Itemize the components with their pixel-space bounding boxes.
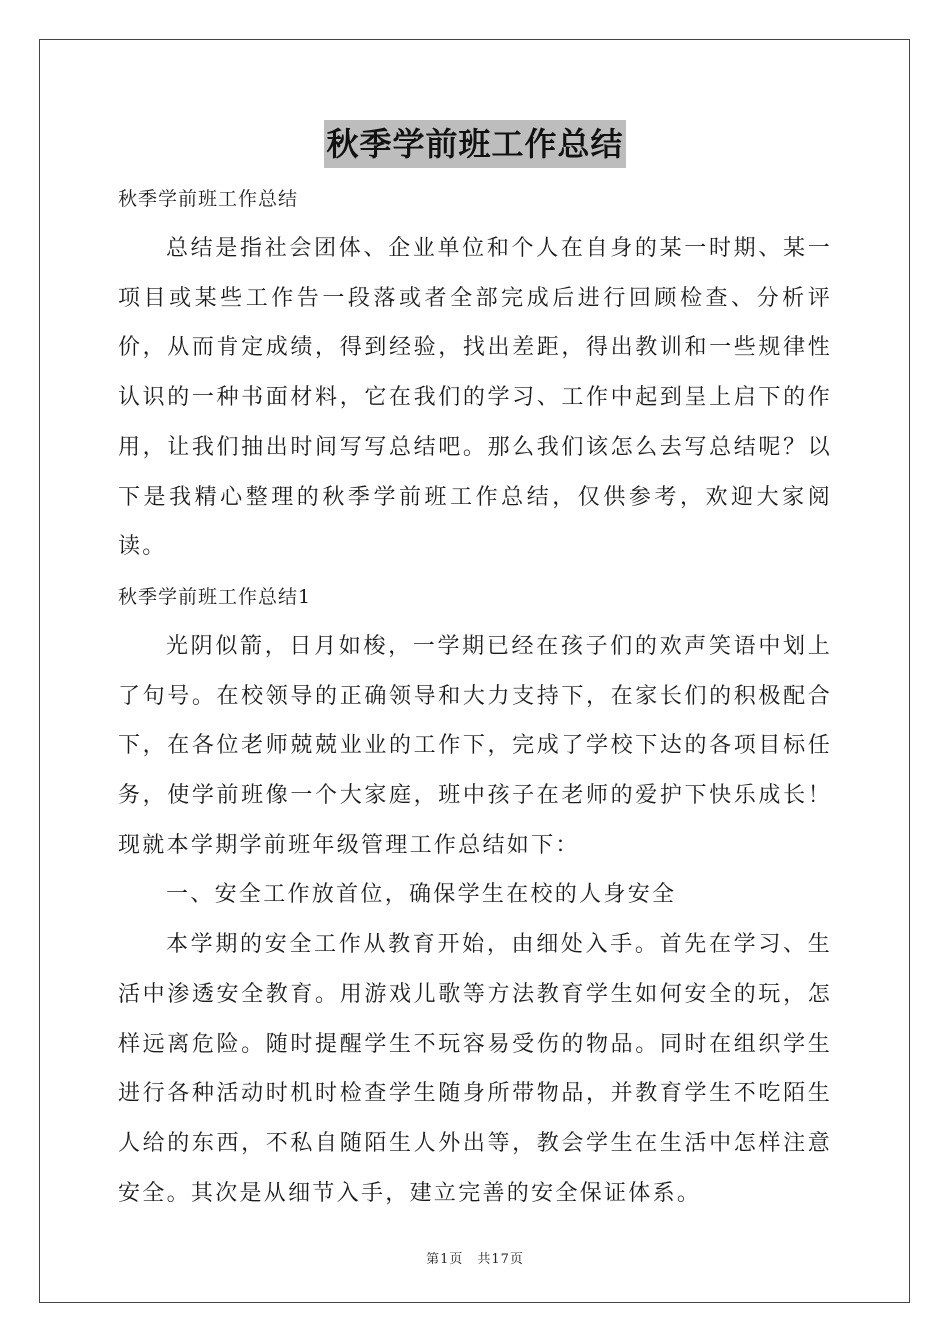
title-container xyxy=(118,120,832,168)
intro-paragraph: 总结是指社会团体、企业单位和个人在自身的某一时期、某一项目或某些工作告一段落或者全部完成后进行回顾检查、分析评价，从而肯定成绩，得到经验，找出差距，得出教训和一些规律性认识的一种书面材料，它在我们的学习、工作中起到呈上启下的作用，让我们抽出时间写写总结吧。那么我们该怎么去写总结呢？以下是我精心整理的秋季学前班工作总结，仅供参考，欢迎大家阅读。 xyxy=(118,236,832,560)
section-title: 秋季学前班工作总结1 xyxy=(118,585,312,608)
page-footer: 第1页 共17页 xyxy=(426,1252,524,1267)
document-subtitle: 秋季学前班工作总结 xyxy=(118,188,299,210)
document-body xyxy=(118,120,832,1218)
section-paragraph-2: 本学期的安全工作从教育开始，由细处入手。首先在学习、生活中渗透安全教育。用游戏儿歌等方法教育学生如何安全的玩，怎样远离危险。随时提醒学生不玩容易受伤的物品。同时在组织学生进行各种活动时机时检查学生随身所带物品，并教育学生不吃陌生人给的东西，不私自随陌生人外出等，教会学生在生活中怎样注意安全。其次是从细节入手，建立完善的安全保证体系。 xyxy=(118,932,832,1206)
section-paragraph-1: 光阴似箭，日月如梭，一学期已经在孩子们的欢声笑语中划上了句号。在校领导的正确领导和大力支持下，在家长们的积极配合下，在各位老师兢兢业业的工作下，完成了学校下达的各项目标任务，使学前班像一个大家庭，班中孩子在老师的爱护下快乐成长！现就本学期学前班年级管理工作总结如下： xyxy=(118,633,832,858)
document-title: 秋季学前班工作总结 xyxy=(324,120,625,168)
section-heading-safety: 一、安全工作放首位，确保学生在校的人身安全 xyxy=(166,882,677,908)
